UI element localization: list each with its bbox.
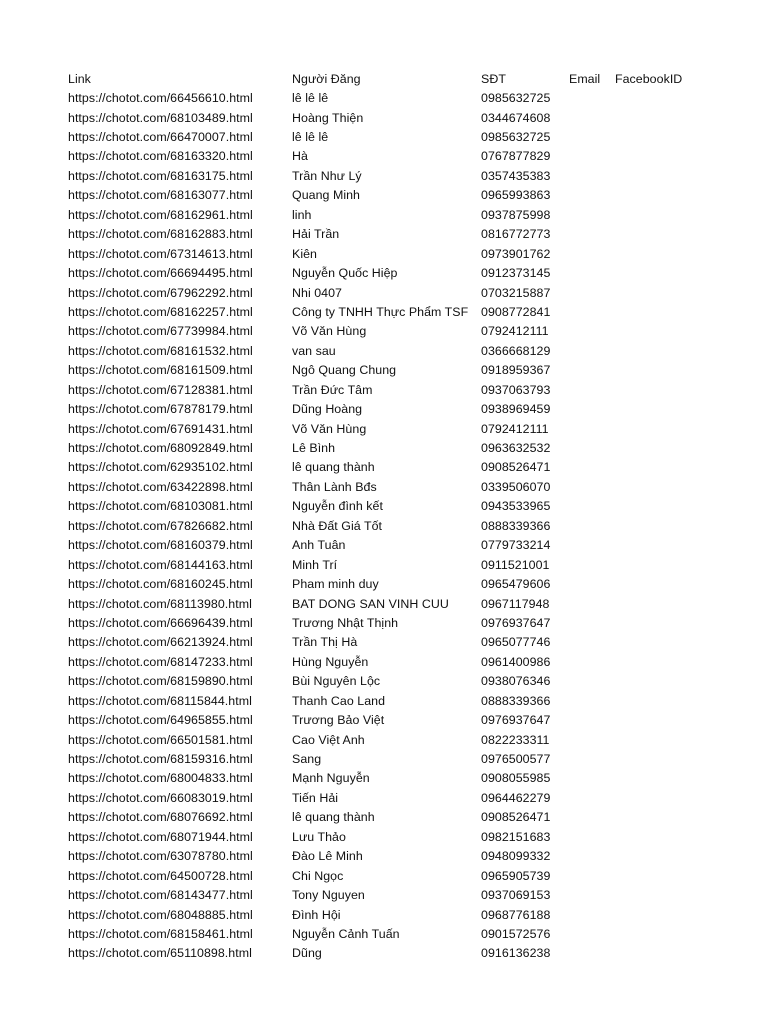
phone-cell: 0967117948	[481, 596, 550, 611]
phone-cell: 0888339366	[481, 518, 551, 533]
phone-cell: 0961400986	[481, 654, 551, 669]
poster-name-cell: Dũng	[292, 946, 322, 961]
link-cell: https://chotot.com/67128381.html	[68, 382, 253, 397]
table-row	[68, 458, 748, 477]
phone-cell: 0973901762	[481, 246, 551, 261]
link-cell: https://chotot.com/68163175.html	[68, 168, 253, 183]
link-cell: https://chotot.com/68162257.html	[68, 304, 253, 319]
phone-cell: 0792412111	[481, 421, 549, 436]
link-cell: https://chotot.com/68076692.html	[68, 810, 253, 825]
phone-cell: 0982151683	[481, 829, 551, 844]
table-row	[68, 749, 748, 768]
link-cell: https://chotot.com/68143477.html	[68, 888, 253, 903]
phone-cell: 0908526471	[481, 460, 551, 475]
link-cell: https://chotot.com/68004833.html	[68, 771, 253, 786]
poster-name-cell: linh	[292, 207, 312, 222]
phone-cell: 0968776188	[481, 907, 551, 922]
phone-cell: 0912373145	[481, 266, 551, 281]
link-cell: https://chotot.com/65110898.html	[68, 946, 252, 961]
poster-name-cell: Kiên	[292, 246, 317, 261]
link-cell: https://chotot.com/68147233.html	[68, 654, 253, 669]
link-cell: https://chotot.com/66456610.html	[68, 91, 253, 106]
link-cell: https://chotot.com/68160379.html	[68, 538, 253, 553]
link-cell: https://chotot.com/66696439.html	[68, 615, 253, 630]
table-row	[68, 769, 748, 788]
poster-name-cell: Sang	[292, 752, 322, 767]
table-row	[68, 924, 748, 943]
poster-name-cell: Hải Trần	[292, 227, 340, 242]
poster-name-cell: Mạnh Nguyễn	[292, 771, 370, 786]
column-header-email: Email	[569, 71, 601, 86]
phone-cell: 0937063793	[481, 382, 551, 397]
table-row	[68, 477, 748, 496]
poster-name-cell: Nguyễn đình kết	[292, 499, 383, 514]
link-cell: https://chotot.com/68103081.html	[68, 499, 253, 514]
link-cell: https://chotot.com/68163077.html	[68, 188, 253, 203]
poster-name-cell: Minh Trí	[292, 557, 338, 572]
link-cell: https://chotot.com/62935102.html	[68, 460, 253, 475]
table-row	[68, 536, 748, 555]
poster-name-cell: Dũng Hoàng	[292, 402, 363, 417]
poster-name-cell: Hà	[292, 149, 308, 164]
poster-name-cell: Đào Lê Minh	[292, 849, 363, 864]
link-cell: https://chotot.com/68115844.html	[68, 693, 252, 708]
table-row	[68, 497, 748, 516]
phone-cell: 0888339366	[481, 693, 551, 708]
table-row	[68, 419, 748, 438]
phone-cell: 0908526471	[481, 810, 551, 825]
link-cell: https://chotot.com/68161509.html	[68, 363, 253, 378]
table-row	[68, 322, 748, 341]
poster-name-cell: lê lê lê	[292, 130, 329, 145]
table-row	[68, 905, 748, 924]
table-row	[68, 341, 748, 360]
table-row	[68, 672, 748, 691]
phone-cell: 0901572576	[481, 926, 551, 941]
phone-cell: 0976937647	[481, 713, 551, 728]
poster-name-cell: lê quang thành	[292, 810, 375, 825]
phone-cell: 0908772841	[481, 304, 551, 319]
poster-name-cell: Pham minh duy	[292, 577, 379, 592]
phone-cell: 0965905739	[481, 868, 551, 883]
link-cell: https://chotot.com/66694495.html	[68, 266, 253, 281]
phone-cell: 0779733214	[481, 538, 551, 553]
phone-cell: 0948099332	[481, 849, 551, 864]
link-cell: https://chotot.com/68159890.html	[68, 674, 253, 689]
poster-name-cell: Võ Văn Hùng	[292, 421, 367, 436]
table-row	[68, 438, 748, 457]
table-row	[68, 574, 748, 593]
link-cell: https://chotot.com/67739984.html	[68, 324, 253, 339]
phone-cell: 0965479606	[481, 577, 551, 592]
phone-cell: 0965077746	[481, 635, 551, 650]
table-row	[68, 205, 748, 224]
poster-name-cell: Trần Đức Tâm	[292, 382, 373, 397]
spreadsheet-table	[68, 69, 748, 963]
column-header-facebook-id: FacebookID	[615, 71, 683, 86]
table-row	[68, 283, 748, 302]
poster-name-cell: Trương Nhật Thịnh	[292, 615, 399, 630]
link-cell: https://chotot.com/68159316.html	[68, 752, 253, 767]
phone-cell: 0938969459	[481, 402, 551, 417]
link-cell: https://chotot.com/68071944.html	[68, 829, 253, 844]
poster-name-cell: Cao Việt Anh	[292, 732, 365, 747]
poster-name-cell: Đình Hội	[292, 907, 341, 922]
link-cell: https://chotot.com/67826682.html	[68, 518, 253, 533]
phone-cell: 0964462279	[481, 790, 551, 805]
phone-cell: 0908055985	[481, 771, 551, 786]
table-row	[68, 555, 748, 574]
poster-name-cell: Nhi 0407	[292, 285, 342, 300]
poster-name-cell: Anh Tuân	[292, 538, 346, 553]
link-cell: https://chotot.com/68092849.html	[68, 441, 253, 456]
poster-name-cell: Lưu Thảo	[292, 829, 346, 844]
poster-name-cell: Chi Ngọc	[292, 868, 344, 883]
poster-name-cell: lê quang thành	[292, 460, 375, 475]
poster-name-cell: Võ Văn Hùng	[292, 324, 367, 339]
table-row	[68, 652, 748, 671]
table-row	[68, 730, 748, 749]
phone-cell: 0943533965	[481, 499, 551, 514]
poster-name-cell: Công ty TNHH Thực Phẩm TSF	[292, 304, 469, 319]
table-body	[68, 88, 748, 963]
table-row	[68, 380, 748, 399]
poster-name-cell: Thân Lành Bđs	[292, 479, 377, 494]
table-row	[68, 847, 748, 866]
table-row	[68, 361, 748, 380]
link-cell: https://chotot.com/68158461.html	[68, 926, 253, 941]
poster-name-cell: van sau	[292, 343, 336, 358]
poster-name-cell: Trương Bảo Việt	[292, 713, 385, 728]
table-row	[68, 866, 748, 885]
table-row	[68, 302, 748, 321]
poster-name-cell: Ngô Quang Chung	[292, 363, 397, 378]
phone-cell: 0816772773	[481, 227, 551, 242]
link-cell: https://chotot.com/68162883.html	[68, 227, 253, 242]
poster-name-cell: Trần Thị Hà	[292, 635, 358, 650]
poster-name-cell: Nhà Đất Giá Tốt	[292, 518, 383, 533]
link-cell: https://chotot.com/66501581.html	[68, 732, 253, 747]
link-cell: https://chotot.com/68103489.html	[68, 110, 253, 125]
table-row	[68, 88, 748, 107]
phone-cell: 0916136238	[481, 946, 551, 961]
link-cell: https://chotot.com/68160245.html	[68, 577, 253, 592]
link-cell: https://chotot.com/66083019.html	[68, 790, 253, 805]
link-cell: https://chotot.com/67691431.html	[68, 421, 253, 436]
link-cell: https://chotot.com/68048885.html	[68, 907, 253, 922]
link-cell: https://chotot.com/63078780.html	[68, 849, 253, 864]
link-cell: https://chotot.com/68162961.html	[68, 207, 253, 222]
poster-name-cell: Hoàng Thiện	[292, 110, 364, 125]
header-row	[68, 69, 748, 88]
phone-cell: 0965993863	[481, 188, 551, 203]
column-header-poster: Người Đăng	[292, 71, 361, 86]
table-row	[68, 710, 748, 729]
phone-cell: 0985632725	[481, 91, 551, 106]
table-row	[68, 166, 748, 185]
poster-name-cell: Lê Bình	[292, 441, 336, 456]
poster-name-cell: Nguyễn Cảnh Tuấn	[292, 926, 400, 941]
phone-cell: 0767877829	[481, 149, 551, 164]
poster-name-cell: Quang Minh	[292, 188, 361, 203]
poster-name-cell: lê lê lê	[292, 91, 329, 106]
poster-name-cell: BAT DONG SAN VINH CUU	[292, 596, 449, 611]
link-cell: https://chotot.com/68113980.html	[68, 596, 252, 611]
table-row	[68, 788, 748, 807]
table-row	[68, 516, 748, 535]
table-row	[68, 263, 748, 282]
table-row	[68, 633, 748, 652]
phone-cell: 0985632725	[481, 130, 551, 145]
phone-cell: 0911521001	[481, 557, 550, 572]
poster-name-cell: Bùi Nguyên Lộc	[292, 674, 381, 689]
phone-cell: 0357435383	[481, 168, 551, 183]
phone-cell: 0938076346	[481, 674, 551, 689]
table-row	[68, 808, 748, 827]
poster-name-cell: Tiến Hải	[292, 790, 339, 805]
link-cell: https://chotot.com/68144163.html	[68, 557, 253, 572]
column-header-link: Link	[68, 71, 91, 86]
link-cell: https://chotot.com/67314613.html	[68, 246, 253, 261]
phone-cell: 0792412111	[481, 324, 549, 339]
poster-name-cell: Tony Nguyen	[292, 888, 365, 903]
table-row	[68, 127, 748, 146]
link-cell: https://chotot.com/66213924.html	[68, 635, 253, 650]
phone-cell: 0976500577	[481, 752, 551, 767]
table-row	[68, 399, 748, 418]
table-row	[68, 944, 748, 963]
link-cell: https://chotot.com/66470007.html	[68, 130, 253, 145]
link-cell: https://chotot.com/68161532.html	[68, 343, 253, 358]
phone-cell: 0918959367	[481, 363, 551, 378]
link-cell: https://chotot.com/64500728.html	[68, 868, 253, 883]
table-row	[68, 108, 748, 127]
table-row	[68, 613, 748, 632]
link-cell: https://chotot.com/67878179.html	[68, 402, 253, 417]
link-cell: https://chotot.com/68163320.html	[68, 149, 253, 164]
poster-name-cell: Nguyễn Quốc Hiệp	[292, 266, 398, 281]
poster-name-cell: Thanh Cao Land	[292, 693, 386, 708]
table-row	[68, 594, 748, 613]
link-cell: https://chotot.com/64965855.html	[68, 713, 253, 728]
link-cell: https://chotot.com/67962292.html	[68, 285, 253, 300]
table-row	[68, 186, 748, 205]
phone-cell: 0937069153	[481, 888, 551, 903]
link-cell: https://chotot.com/63422898.html	[68, 479, 253, 494]
phone-cell: 0366668129	[481, 343, 551, 358]
phone-cell: 0937875998	[481, 207, 551, 222]
poster-name-cell: Hùng Nguyễn	[292, 654, 369, 669]
table-row	[68, 827, 748, 846]
phone-cell: 0703215887	[481, 285, 551, 300]
table-row	[68, 244, 748, 263]
table-row	[68, 691, 748, 710]
phone-cell: 0976937647	[481, 615, 551, 630]
phone-cell: 0339506070	[481, 479, 551, 494]
table-row	[68, 147, 748, 166]
phone-cell: 0822233311	[481, 732, 550, 747]
column-header-phone: SĐT	[481, 71, 506, 86]
phone-cell: 0963632532	[481, 441, 551, 456]
table-row	[68, 885, 748, 904]
poster-name-cell: Trần Như Lý	[292, 168, 362, 183]
phone-cell: 0344674608	[481, 110, 551, 125]
table-row	[68, 225, 748, 244]
